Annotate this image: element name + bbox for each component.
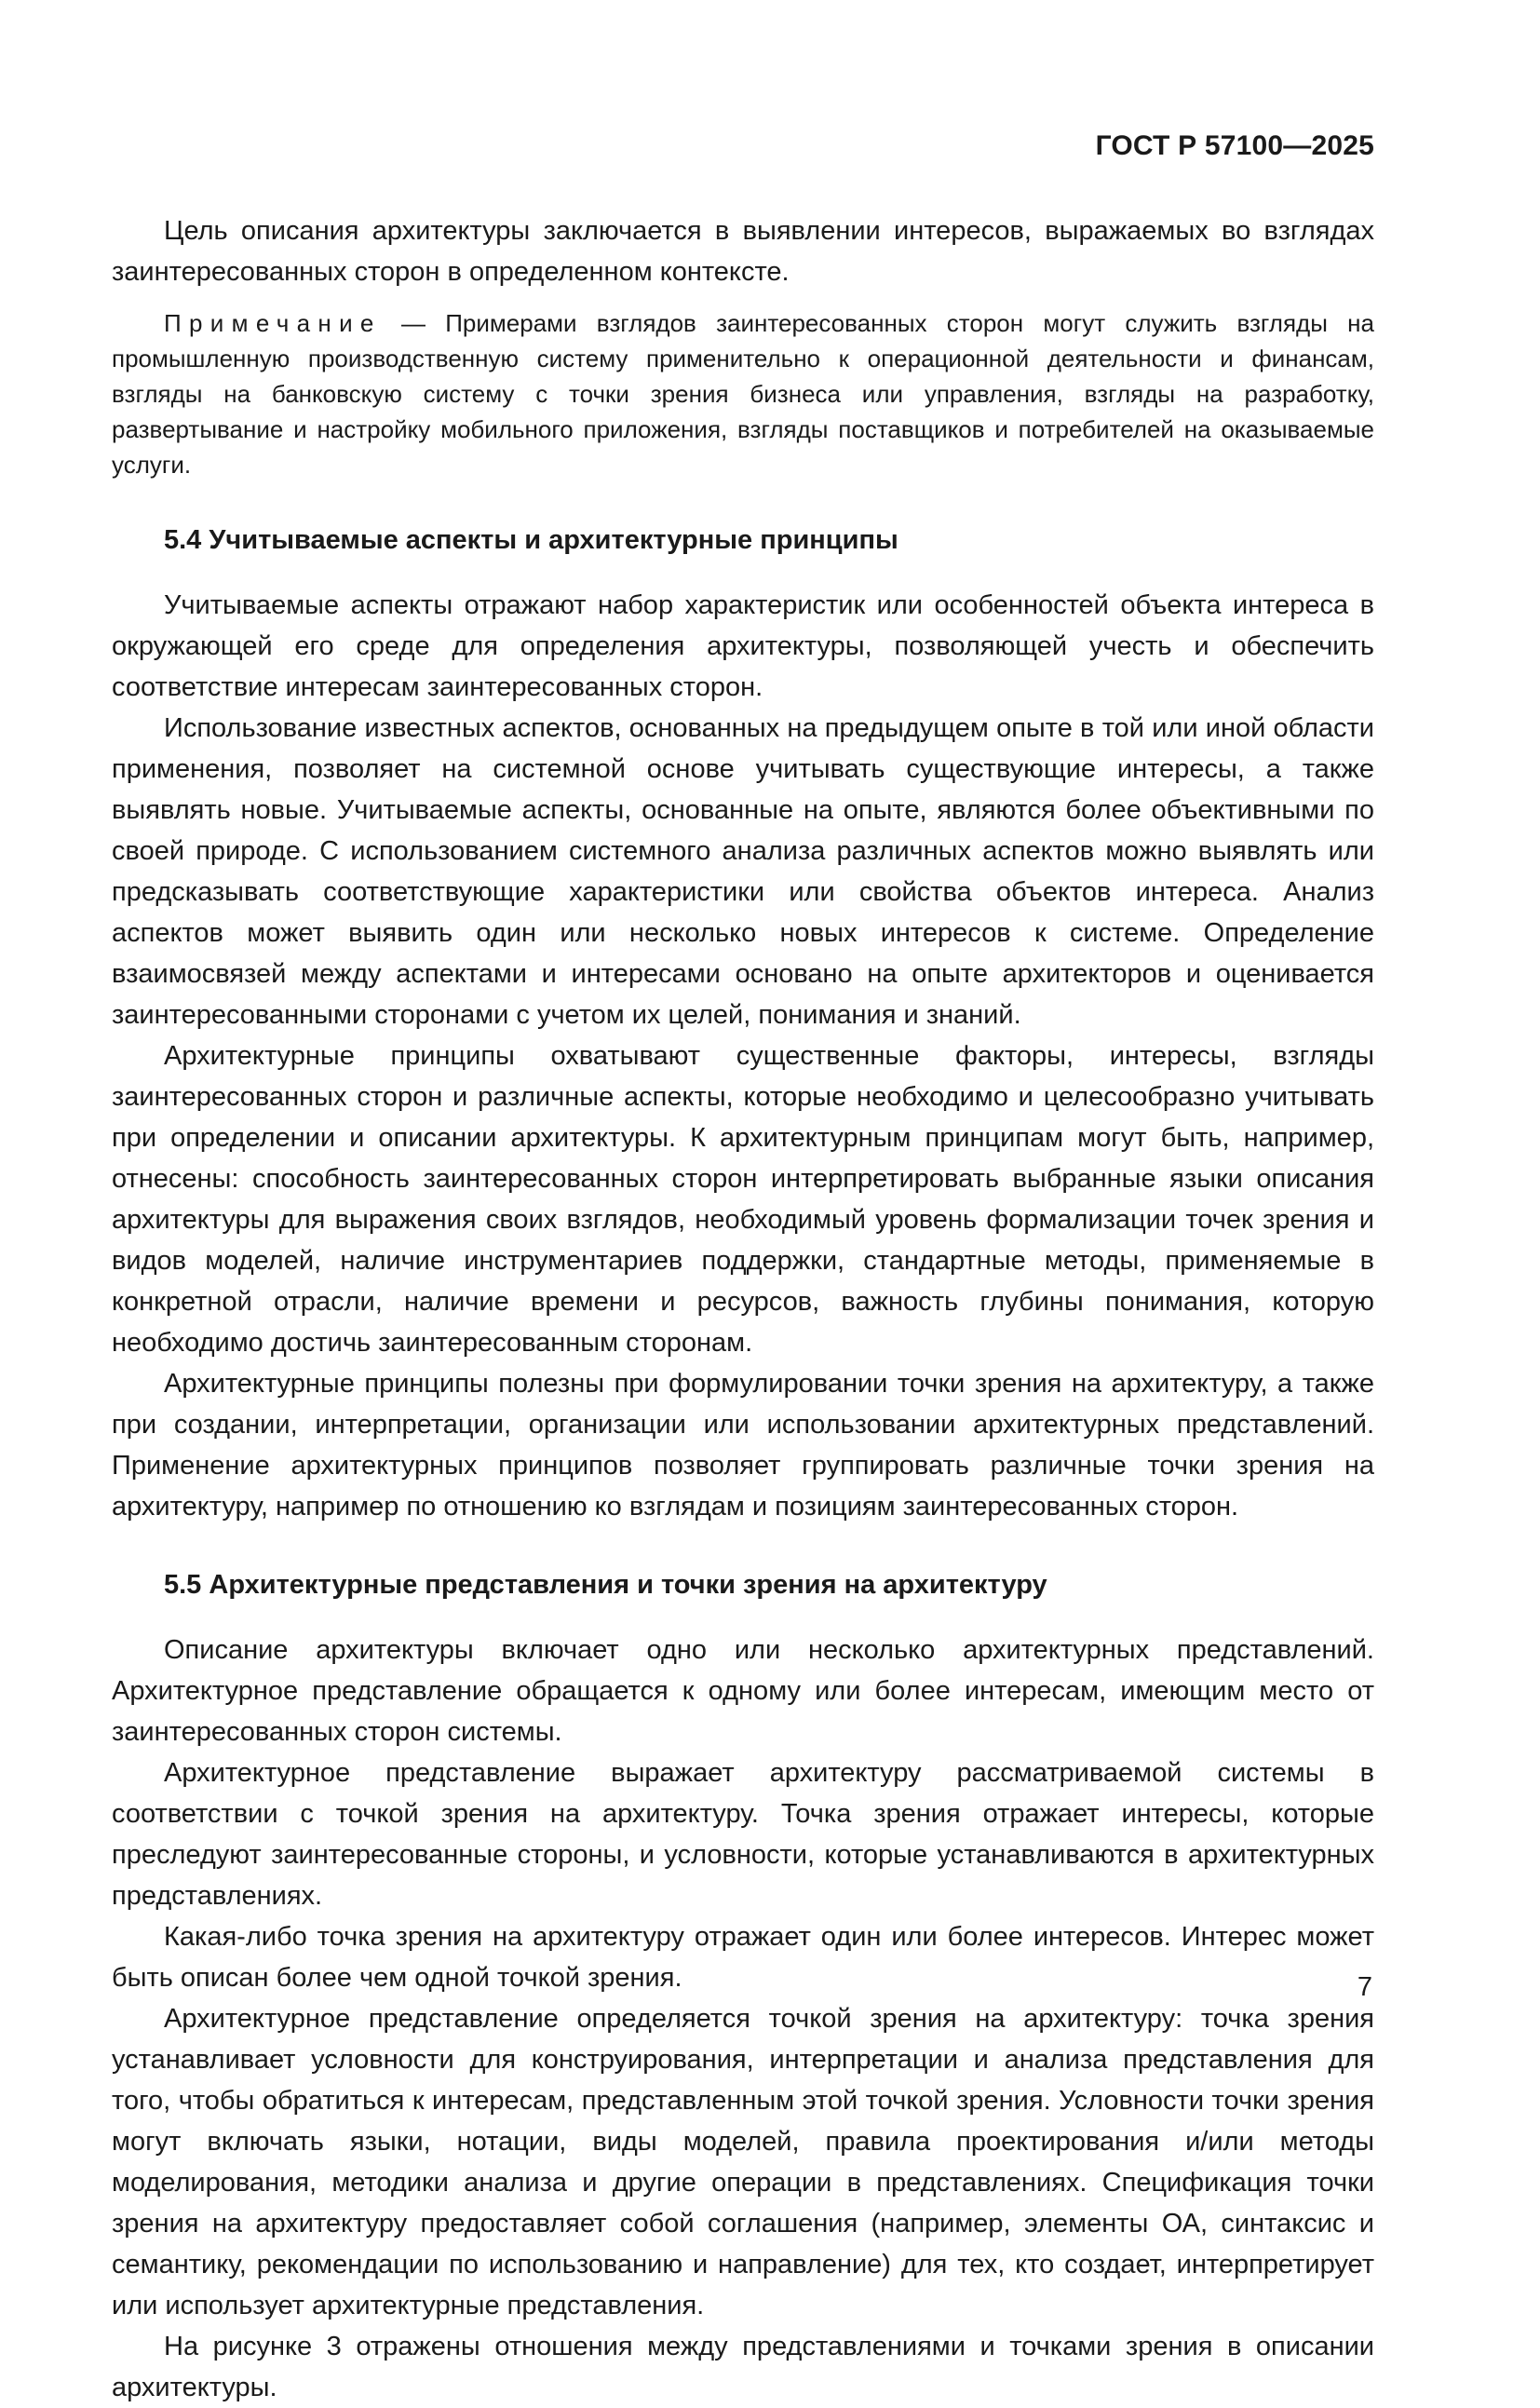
section-heading-5-5: 5.5 Архитектурные представления и точки зрения на архитектуру (164, 1570, 1047, 1600)
paragraph: Архитектурные принципы охватывают существенные факторы, интересы, взгляды заинтересованных сторон и различные аспекты, которые необходимо и целесообразно учитывать при определении и описании архитектуры. К архитектурным принципам могут быть, например, отнесены: способность заинтересованных сторон интерпретировать выбранные языки описания архитектуры для выражения своих взглядов, необходимый уровень формализации точек зрения и видов моделей, наличие инструментариев поддержки, стандартные методы, применяемые в конкретной отрасли, наличие времени и ресурсов, важность глубины понимания, которую необходимо достичь заинтересованным сторонам. (112, 1041, 1374, 1358)
paragraph: Учитываемые аспекты отражают набор характеристик или особенностей объекта интереса в окружающей его среде для определения архитектуры, позволяющей учесть и обеспечить соответствие интересам заинтересованных сторон. (112, 590, 1374, 702)
paragraph: Использование известных аспектов, основанных на предыдущем опыте в той или иной области применения, позволяет на системной основе учитывать существующие интересы, а также выявлять новые. Учитываемые аспекты, основанные на опыте, являются более объективными по своей природе. С использованием системного анализа различных аспектов можно выявлять или предсказывать соответствующие характеристики или свойства объектов интереса. Анализ аспектов может выявить один или несколько новых интересов к системе. Определение взаимосвязей между аспектами и интересами основано на опыте архитекторов и оценивается заинтересованными сторонами с учетом их целей, понимания и знаний. (112, 713, 1374, 1030)
paragraph: Описание архитектуры включает одно или несколько архитектурных представлений. Архитектурное представление обращается к одному или более интересам, имеющим место от заинтересованных сторон системы. (112, 1635, 1374, 1747)
document-code-header: ГОСТ Р 57100—2025 (1095, 130, 1374, 161)
paragraph: На рисунке 3 отражены отношения между представлениями и точками зрения в описании архитектуры. (112, 2332, 1374, 2402)
note-paragraph (112, 305, 1374, 482)
paragraph: Архитектурное представление выражает архитектуру рассматриваемой системы в соответствии с точкой зрения на архитектуру. Точка зрения отражает интересы, которые преследуют заинтересованные стороны, и условности, которые устанавливаются в архитектурных представлениях. (112, 1758, 1374, 1911)
paragraph: Архитектурные принципы полезны при формулировании точки зрения на архитектуру, а также при создании, интерпретации, организации или использовании архитектурных представлений. Применение архитектурных принципов позволяет группировать различные точки зрения на архитектуру, например по отношению ко взглядам и позициям заинтересованных сторон. (112, 1369, 1374, 1522)
paragraph: Какая-либо точка зрения на архитектуру отражает один или более интересов. Интерес может быть описан более чем одной точкой зрения. (112, 1922, 1374, 1993)
paragraph: Архитектурное представление определяется точкой зрения на архитектуру: точка зрения устанавливает условности для конструирования, интерпретации и анализа представления для того, чтобы обратиться к интересам, представленным этой точкой зрения. Условности точки зрения могут включать языки, нотации, виды моделей, правила проектирования и/или методы моделирования, методики анализа и другие операции в представлениях. Спецификация точки зрения на архитектуру предоставляет собой соглашения (например, элементы ОА, синтаксис и семантику, рекомендации по использованию и направление) для тех, кто создает, интерпретирует или использует архитектурные представления. (112, 2004, 1374, 2320)
section-heading-5-4: 5.4 Учитываемые аспекты и архитектурные принципы (164, 525, 898, 555)
page-number: 7 (1357, 1972, 1372, 2002)
intro-paragraph: Цель описания архитектуры заключается в выявлении интересов, выражаемых во взглядах заинтересованных сторон в определенном контексте. (112, 216, 1374, 287)
note-label: Примечание (164, 309, 382, 337)
note-text: — Примерами взглядов заинтересованных сторон могут служить взгляды на промышленную производственную систему применительно к операционной деятельности и финансам, взгляды на банковскую систему с точки зрения бизнеса или управления, взгляды на разработку, развертывание и настройку мобильного приложения, взгляды поставщиков и потребителей на оказываемые услуги. (112, 309, 1374, 479)
